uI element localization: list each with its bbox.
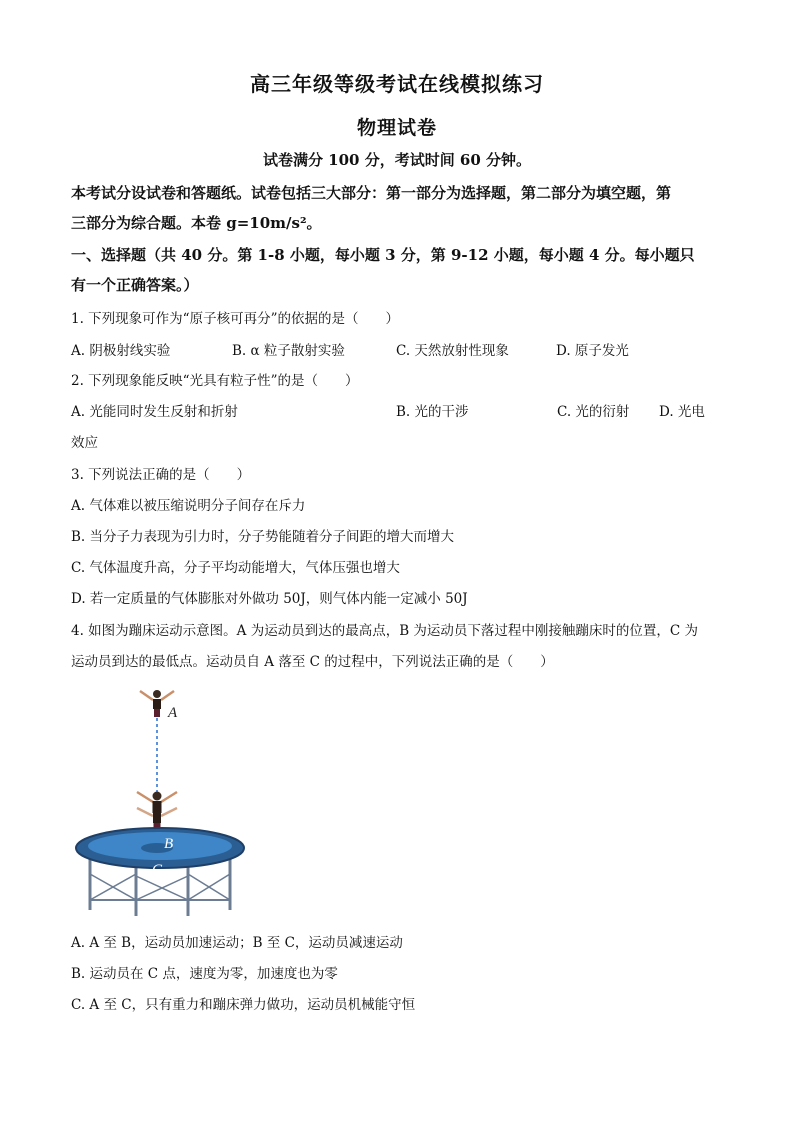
q3-option-d: D. 若一定质量的气体膨胀对外做功 50J，则气体内能一定减小 50J xyxy=(71,591,468,607)
label-c: C xyxy=(152,862,163,878)
q2-option-a: A. 光能同时发生反射和折射 xyxy=(71,404,238,420)
label-a: A xyxy=(168,705,178,721)
q4-option-a: A. A 至 B，运动员加速运动；B 至 C，运动员减速运动 xyxy=(71,935,403,951)
trampoline-diagram xyxy=(70,678,250,918)
exam-info: 试卷满分 100 分，考试时间 60 分钟。 xyxy=(262,151,532,169)
q3-stem: 3. 下列说法正确的是（ ） xyxy=(71,467,251,483)
section1-heading-2: 有一个正确答案。） xyxy=(71,276,199,294)
q1-option-d: D. 原子发光 xyxy=(556,343,629,359)
q2-option-d: D. 光电 xyxy=(659,404,705,420)
q3-option-b: B. 当分子力表现为引力时，分子势能随着分子间距的增大而增大 xyxy=(71,529,455,545)
q2-stem: 2. 下列现象能反映“光具有粒子性”的是（ ） xyxy=(71,373,359,389)
section1-heading-1: 一、选择题（共 40 分。第 1-8 小题，每小题 3 分，第 9-12 小题，每小题 4 分。每小题只 xyxy=(71,246,695,264)
q4-option-c: C. A 至 C，只有重力和蹦床弹力做功，运动员机械能守恒 xyxy=(71,997,416,1013)
intro-line-1: 本考试分设试卷和答题纸。试卷包括三大部分：第一部分为选择题，第二部分为填空题，第 xyxy=(71,184,672,202)
q2-option-d-wrap: 效应 xyxy=(71,435,98,451)
q1-stem: 1. 下列现象可作为“原子核可再分”的依据的是（ ） xyxy=(71,311,399,327)
q2-option-b: B. 光的干涉 xyxy=(396,404,469,420)
subject-title: 物理试卷 xyxy=(356,117,437,139)
q1-option-b: B. α 粒子散射实验 xyxy=(232,343,345,359)
q4-option-b: B. 运动员在 C 点，速度为零，加速度也为零 xyxy=(71,966,338,982)
q1-option-a: A. 阴极射线实验 xyxy=(71,343,171,359)
label-b: B xyxy=(164,836,174,852)
q3-option-c: C. 气体温度升高，分子平均动能增大，气体压强也增大 xyxy=(71,560,400,576)
q2-option-c: C. 光的衍射 xyxy=(557,404,630,420)
exam-title: 高三年级等级考试在线模拟练习 xyxy=(250,72,544,96)
q4-stem-1: 4. 如图为蹦床运动示意图。A 为运动员到达的最高点，B 为运动员下落过程中刚接触蹦床时的位置，C 为 xyxy=(71,623,699,639)
q3-option-a: A. 气体难以被压缩说明分子间存在斥力 xyxy=(71,498,306,514)
trampoline-figure xyxy=(70,678,250,918)
intro-line-2: 三部分为综合题。本卷 g=10m/s²。 xyxy=(71,214,322,232)
q1-option-c: C. 天然放射性现象 xyxy=(396,343,509,359)
q4-stem-2: 运动员到达的最低点。运动员自 A 落至 C 的过程中，下列说法正确的是（ ） xyxy=(71,654,554,670)
